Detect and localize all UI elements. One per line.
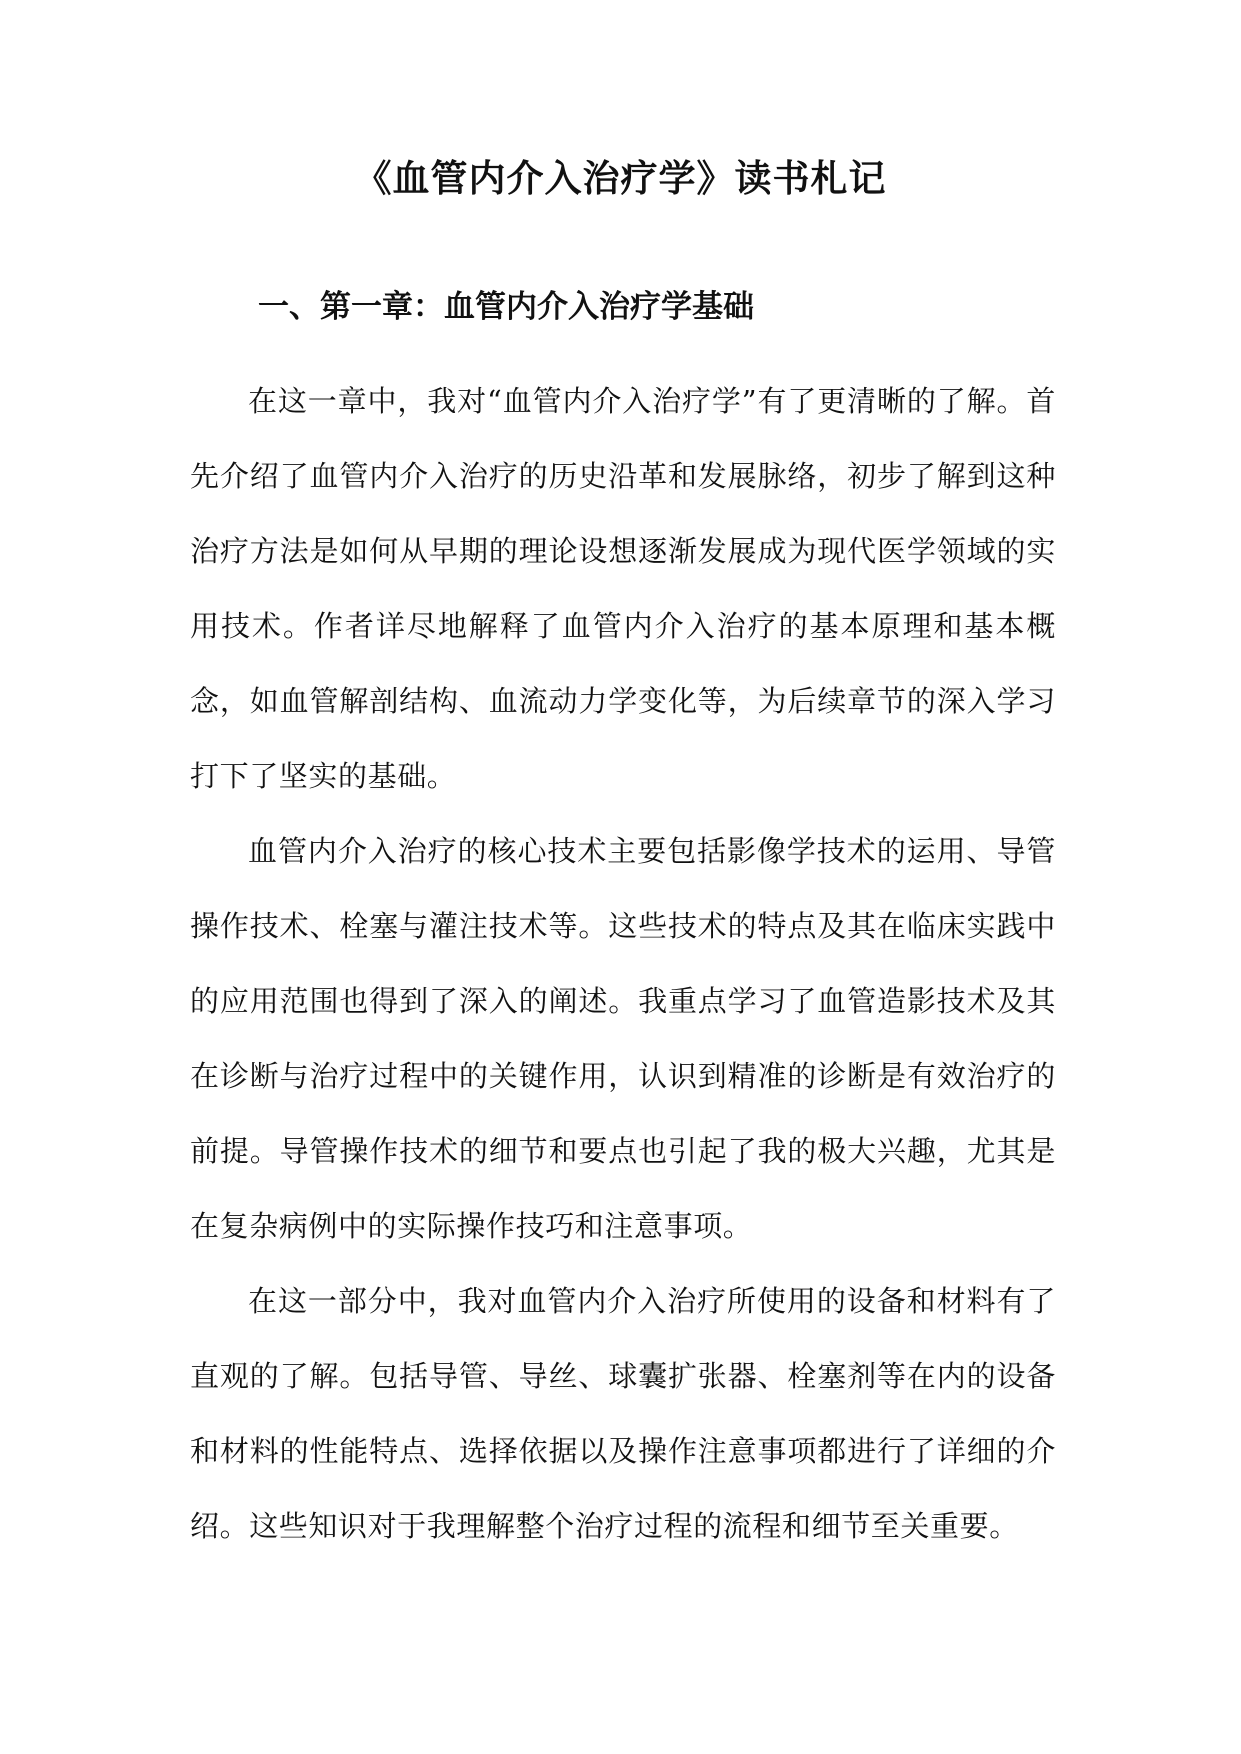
section-heading: 一、第一章：血管内介入治疗学基础 — [258, 289, 754, 325]
paragraph-2: 血管内介入治疗的核心技术主要包括影像学技术的运用、导管操作技术、栓塞与灌注技术等。这些技术的特点及其在临床实践中的应用范围也得到了深入的阐述。我重点学习了血管造影技术及其在诊断与治疗过程中的关键作用，认识到精准的诊断是有效治疗的前提。导管操作技术的细节和要点也引起了我的极大兴趣，尤其是在复杂病例中的实际操作技巧和注意事项。 — [190, 834, 1056, 1243]
document-title: 《血管内介入治疗学》读书札记 — [354, 156, 887, 200]
paragraph-1: 在这一章中，我对“血管内介入治疗学”有了更清晰的了解。首先介绍了血管内介入治疗的历史沿革和发展脉络，初步了解到这种治疗方法是如何从早期的理论设想逐渐发展成为现代医学领域的实用技术。作者详尽地解释了血管内介入治疗的基本原理和基本概念，如血管解剖结构、血流动力学变化等，为后续章节的深入学习打下了坚实的基础。 — [190, 384, 1056, 793]
paragraph-3: 在这一部分中，我对血管内介入治疗所使用的设备和材料有了直观的了解。包括导管、导丝、球囊扩张器、栓塞剂等在内的设备和材料的性能特点、选择依据以及操作注意事项都进行了详细的介绍。这些知识对于我理解整个治疗过程的流程和细节至关重要。 — [190, 1284, 1056, 1543]
document-body — [190, 364, 1056, 1564]
